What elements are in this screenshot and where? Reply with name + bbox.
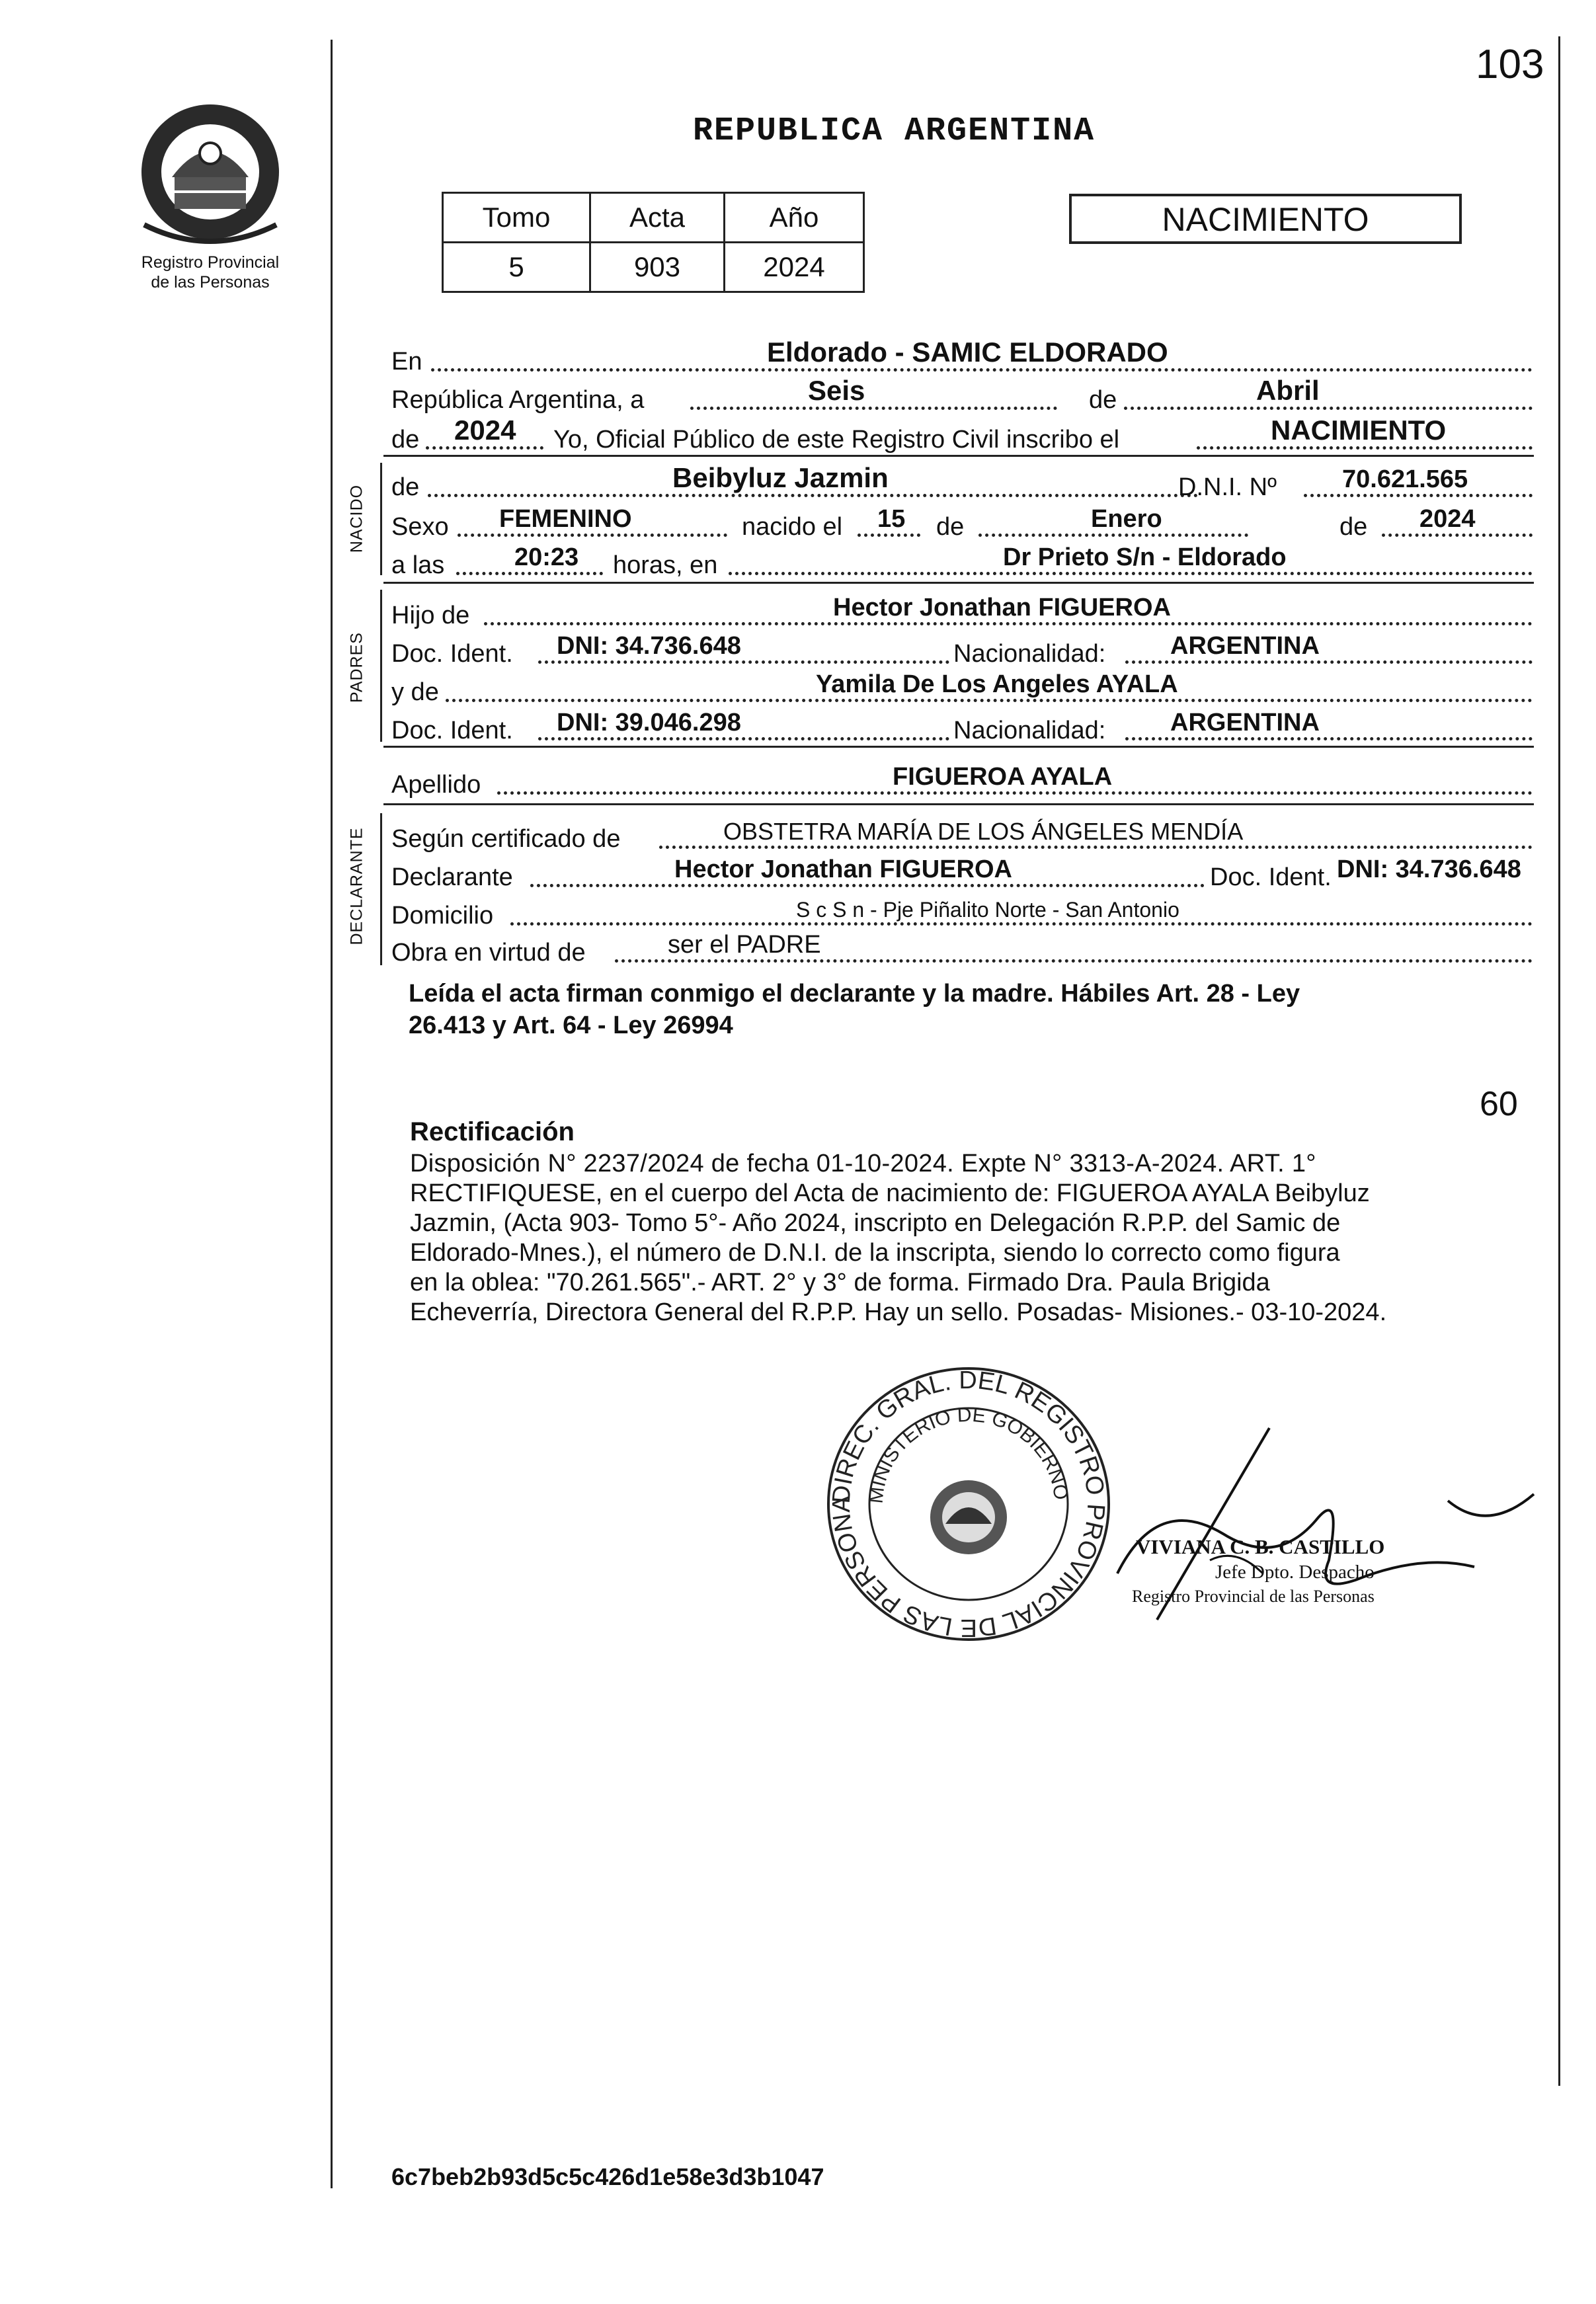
- dotted-line: [428, 494, 1198, 497]
- rectificacion-line-4: Eldorado-Mnes.), el número de D.N.I. de la inscripta, siendo lo correcto como figura: [410, 1239, 1340, 1267]
- section-label-padres: PADRES: [347, 632, 366, 703]
- dotted-line: [431, 368, 1533, 372]
- value-dni-nacido: 70.621.565: [1342, 465, 1468, 493]
- signature-scribble: [1078, 1421, 1540, 1640]
- value-obra: ser el PADRE: [668, 931, 821, 959]
- right-margin-line: [1558, 36, 1560, 2086]
- row-nombre: [391, 463, 1533, 500]
- row-fecha: [391, 376, 1533, 413]
- stamp-inner-text: MINISTERIO DE GOBIERNO: [865, 1404, 1072, 1505]
- label-nacido-el: nacido el: [742, 513, 843, 541]
- label-nacionalidad: Nacionalidad:: [953, 717, 1106, 744]
- dotted-line: [538, 660, 949, 664]
- register-table-value-row: [443, 243, 864, 292]
- logo-caption-line2: de las Personas: [151, 273, 270, 292]
- value-padre-doc: DNI: 34.736.648: [557, 632, 741, 660]
- row-declarante: [391, 853, 1533, 890]
- label-dni: D.N.I. Nº: [1178, 473, 1277, 501]
- value-dia-nac: 15: [877, 505, 906, 533]
- label-a-las: a las: [391, 551, 445, 579]
- signature-stamp-name: VIVIANA C. B. CASTILLO: [1136, 1535, 1385, 1558]
- dotted-line: [1125, 737, 1533, 740]
- row-padre-doc: [391, 629, 1533, 666]
- value-padre-nac: ARGENTINA: [1170, 632, 1320, 660]
- label-horas-en: horas, en: [613, 551, 718, 579]
- rectificacion-line-5: en la oblea: "70.261.565".- ART. 2° y 3° de forma. Firmado Dra. Paula Brigida: [410, 1269, 1270, 1296]
- document-hash: 6c7beb2b93d5c5c426d1e58e3d3b1047: [391, 2163, 824, 2190]
- dotted-line: [1382, 534, 1533, 537]
- table-value-tomo: 5: [443, 243, 590, 292]
- value-declarante: Hector Jonathan FIGUEROA: [674, 855, 1012, 883]
- label-sexo: Sexo: [391, 513, 449, 541]
- dotted-line: [1304, 494, 1533, 497]
- value-anio: 2024: [454, 415, 516, 446]
- table-header-anio: Año: [725, 193, 864, 243]
- section-bracket-nacido: [380, 463, 382, 575]
- dotted-line: [1125, 660, 1533, 664]
- table-header-tomo: Tomo: [443, 193, 590, 243]
- rectificacion-line-2: RECTIFIQUESE, en el cuerpo del Acta de nacimiento de: FIGUEROA AYALA Beibyluz: [410, 1179, 1370, 1207]
- dotted-line: [659, 846, 1533, 849]
- value-declarante-doc: DNI: 34.736.648: [1337, 855, 1521, 883]
- label-de-name: de: [391, 473, 420, 501]
- signature-stamp-office: Registro Provincial de las Personas: [1132, 1587, 1375, 1606]
- row-inscripcion: [391, 415, 1533, 452]
- dotted-line: [729, 572, 1533, 575]
- row-domicilio: [391, 891, 1533, 928]
- stamp-outer-text: DIREC. GRAL. DEL REGISTRO PROVINCIAL DE LAS PERSONA: [827, 1366, 1110, 1642]
- section-bracket-padres: [380, 590, 382, 742]
- value-anio-nac: 2024: [1419, 505, 1476, 533]
- value-domicilio: S c S n - Pje Piñalito Norte - San Antonio: [796, 898, 1179, 922]
- logo-caption-line1: Registro Provincial: [141, 253, 280, 272]
- rectificacion-line-1: Disposición N° 2237/2024 de fecha 01-10-2024. Expte N° 3313-A-2024. ART. 1°: [410, 1150, 1316, 1177]
- province-seal-logo: [131, 99, 290, 245]
- row-lugar: [391, 337, 1533, 374]
- dotted-line: [530, 884, 1205, 887]
- dotted-line: [484, 622, 1533, 625]
- label-de-year2: de: [1339, 513, 1368, 541]
- dotted-line: [1197, 446, 1533, 450]
- label-doc-ident: Doc. Ident.: [391, 717, 513, 744]
- page-title: REPUBLICA ARGENTINA: [693, 112, 1096, 150]
- divider: [383, 803, 1534, 805]
- row-hora: [391, 541, 1533, 578]
- label-de-month2: de: [936, 513, 965, 541]
- label-apellido: Apellido: [391, 771, 481, 799]
- rectificacion-line-3: Jazmin, (Acta 903- Tomo 5°- Año 2024, inscripto en Delegación R.P.P. del Samic de: [410, 1209, 1341, 1237]
- value-certificado: OBSTETRA MARÍA DE LOS ÁNGELES MENDÍA: [723, 818, 1244, 845]
- divider: [383, 746, 1534, 748]
- dotted-line: [446, 699, 1533, 702]
- dotted-line: [858, 534, 920, 537]
- dotted-line: [426, 446, 543, 450]
- closing-line-2: 26.413 y Art. 64 - Ley 26994: [409, 1012, 733, 1039]
- table-header-acta: Acta: [590, 193, 725, 243]
- row-sexo: [391, 502, 1533, 539]
- label-segun-certificado: Según certificado de: [391, 825, 621, 853]
- closing-line-1: Leída el acta firman conmigo el declarante y la madre. Hábiles Art. 28 - Ley: [409, 980, 1300, 1008]
- dotted-line: [615, 959, 1533, 963]
- label-republica: República Argentina, a: [391, 386, 645, 414]
- value-madre-nac: ARGENTINA: [1170, 709, 1320, 736]
- value-sexo: FEMENINO: [499, 505, 632, 533]
- dotted-line: [538, 737, 949, 740]
- label-doc-ident-declarante: Doc. Ident.: [1210, 863, 1332, 891]
- signature-stamp-title: Jefe Dpto. Despacho: [1215, 1562, 1375, 1583]
- label-domicilio: Domicilio: [391, 902, 494, 930]
- label-obra-en-virtud: Obra en virtud de: [391, 939, 586, 967]
- table-value-acta: 903: [590, 243, 725, 292]
- section-label-declarante: DECLARANTE: [347, 827, 366, 945]
- dotted-line: [690, 407, 1057, 410]
- section-label-nacido: NACIDO: [347, 484, 366, 553]
- dotted-line: [978, 534, 1248, 537]
- value-madre-doc: DNI: 39.046.298: [557, 709, 741, 736]
- divider: [383, 455, 1534, 457]
- page-number: 103: [1476, 42, 1544, 87]
- value-mes: Abril: [1256, 375, 1320, 406]
- label-declarante: Declarante: [391, 863, 513, 891]
- label-de-month: de: [1089, 386, 1117, 414]
- value-mes-nac: Enero: [1091, 505, 1162, 533]
- table-value-anio: 2024: [725, 243, 864, 292]
- label-doc-ident: Doc. Ident.: [391, 640, 513, 668]
- row-padre: [391, 591, 1533, 628]
- label-yo-oficial: Yo, Oficial Público de este Registro Civil inscribo el: [553, 426, 1120, 454]
- section-bracket-declarante: [380, 813, 382, 965]
- rectificacion-line-6: Echeverría, Directora General del R.P.P. Hay un sello. Posadas- Misiones.- 03-10-2024.: [410, 1298, 1387, 1326]
- register-table: [442, 192, 865, 293]
- dotted-line: [497, 791, 1533, 795]
- dotted-line: [1124, 407, 1533, 410]
- value-padre: Hector Jonathan FIGUEROA: [833, 594, 1171, 621]
- value-lugar: Eldorado - SAMIC ELDORADO: [767, 337, 1168, 368]
- document-type: NACIMIENTO: [1162, 201, 1369, 238]
- label-nacionalidad: Nacionalidad:: [953, 640, 1106, 668]
- value-dia: Seis: [808, 375, 865, 406]
- left-margin-line: [331, 40, 333, 2188]
- label-hijo-de: Hijo de: [391, 602, 470, 629]
- label-de-year: de: [391, 426, 420, 454]
- value-nombre: Beibyluz Jazmin: [672, 462, 889, 493]
- value-hora: 20:23: [514, 543, 579, 571]
- row-certificado: [391, 814, 1533, 852]
- value-lugar-nac: Dr Prieto S/n - Eldorado: [1003, 543, 1287, 571]
- row-obra: [391, 928, 1533, 965]
- rectificacion-title: Rectificación: [410, 1117, 575, 1146]
- value-inscribe: NACIMIENTO: [1271, 415, 1447, 446]
- label-en: En: [391, 348, 422, 376]
- official-round-stamp: [820, 1362, 1117, 1646]
- row-madre-doc: [391, 706, 1533, 743]
- row-apellido: [391, 760, 1533, 797]
- label-y-de: y de: [391, 678, 439, 706]
- annotation-number: 60: [1480, 1085, 1518, 1123]
- register-table-header-row: [443, 193, 864, 243]
- dotted-line: [510, 922, 1533, 926]
- value-madre: Yamila De Los Angeles AYALA: [816, 670, 1178, 698]
- dotted-line: [458, 534, 727, 537]
- dotted-line: [456, 572, 603, 575]
- divider: [383, 582, 1534, 584]
- document-type-box: [1069, 194, 1462, 244]
- row-madre: [391, 668, 1533, 705]
- value-apellido: FIGUEROA AYALA: [893, 763, 1113, 791]
